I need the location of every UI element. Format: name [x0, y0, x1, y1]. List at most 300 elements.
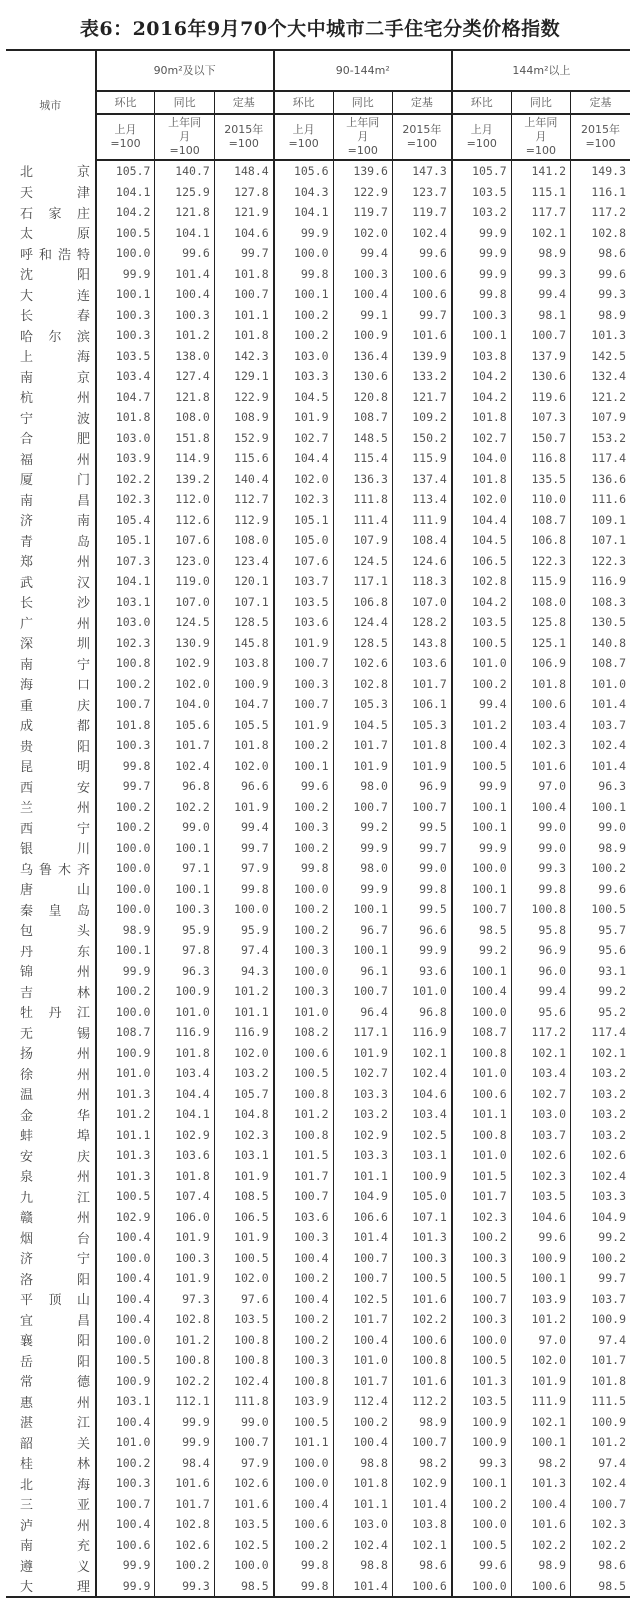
index-value: 127.4	[155, 366, 214, 387]
index-value: 104.7	[214, 694, 273, 715]
table-row	[6, 407, 630, 428]
index-value: 104.0	[452, 448, 511, 469]
index-value: 99.8	[511, 879, 570, 900]
index-value: 100.7	[214, 284, 273, 305]
city-name	[6, 366, 96, 387]
index-value: 105.6	[155, 715, 214, 736]
city-name	[6, 653, 96, 674]
city-name	[6, 1207, 96, 1228]
unit-cell	[571, 114, 630, 160]
index-value: 98.8	[333, 1555, 392, 1576]
group-header-medium: 90-144m²	[274, 50, 452, 91]
index-value: 99.8	[274, 1555, 333, 1576]
index-value: 104.6	[214, 223, 273, 244]
index-value: 99.9	[452, 838, 511, 859]
index-value: 103.0	[274, 346, 333, 367]
index-value: 100.5	[452, 756, 511, 777]
index-value: 100.4	[333, 1330, 392, 1351]
index-value: 100.5	[274, 1063, 333, 1084]
index-value: 97.9	[214, 858, 273, 879]
city-label: 吉 林	[20, 985, 90, 1001]
index-value: 100.3	[155, 899, 214, 920]
index-value: 100.2	[452, 674, 511, 695]
city-label: 重 庆	[20, 698, 90, 714]
index-value: 101.5	[452, 1166, 511, 1187]
index-value: 100.6	[274, 1043, 333, 1064]
index-value: 101.1	[333, 1494, 392, 1515]
city-name	[6, 530, 96, 551]
index-value: 100.3	[274, 940, 333, 961]
index-value: 122.9	[333, 182, 392, 203]
city-name	[6, 1330, 96, 1351]
index-value: 102.8	[452, 571, 511, 592]
index-value: 119.0	[155, 571, 214, 592]
index-value: 103.8	[214, 653, 273, 674]
index-value: 117.4	[571, 1022, 630, 1043]
index-value: 105.3	[392, 715, 451, 736]
table-row	[6, 756, 630, 777]
index-value: 129.1	[214, 366, 273, 387]
index-value: 100.3	[96, 325, 155, 346]
unit-cell	[333, 114, 392, 160]
index-value: 100.7	[333, 1248, 392, 1269]
index-value: 102.8	[155, 1514, 214, 1535]
city-label: 大 连	[20, 288, 90, 304]
city-label: 安 庆	[20, 1149, 90, 1165]
unit-cell	[214, 114, 273, 160]
index-value: 107.1	[571, 530, 630, 551]
city-label: 蚌 埠	[20, 1129, 90, 1145]
index-value: 101.9	[392, 756, 451, 777]
table-row	[6, 489, 630, 510]
index-value: 103.0	[96, 612, 155, 633]
unit-line: 月	[179, 130, 191, 143]
index-value: 96.7	[333, 920, 392, 941]
index-value: 107.9	[571, 407, 630, 428]
index-value: 100.3	[452, 1309, 511, 1330]
city-name	[6, 1063, 96, 1084]
index-value: 101.9	[214, 797, 273, 818]
index-value: 100.1	[333, 940, 392, 961]
index-value: 104.5	[274, 387, 333, 408]
index-value: 116.1	[571, 182, 630, 203]
index-value: 100.6	[392, 284, 451, 305]
index-value: 100.8	[155, 1350, 214, 1371]
index-value: 106.8	[333, 592, 392, 613]
city-label: 银 川	[20, 842, 90, 858]
index-value: 102.4	[571, 735, 630, 756]
index-value: 99.7	[214, 838, 273, 859]
index-value: 100.8	[214, 1350, 273, 1371]
city-label: 哈 尔 滨	[20, 329, 90, 345]
index-value: 105.0	[274, 530, 333, 551]
index-value: 101.0	[155, 1002, 214, 1023]
index-value: 107.1	[214, 592, 273, 613]
index-value: 151.8	[155, 428, 214, 449]
index-value: 99.9	[333, 879, 392, 900]
index-value: 100.5	[96, 1186, 155, 1207]
index-value: 102.7	[333, 1063, 392, 1084]
index-value: 101.8	[214, 264, 273, 285]
unit-line: 上年同	[168, 116, 202, 129]
city-name	[6, 325, 96, 346]
index-value: 100.3	[274, 1227, 333, 1248]
city-label: 武 汉	[20, 575, 90, 591]
index-value: 100.5	[452, 1535, 511, 1556]
city-name	[6, 797, 96, 818]
index-value: 102.3	[511, 1166, 570, 1187]
city-name	[6, 1227, 96, 1248]
table-row	[6, 879, 630, 900]
index-value: 102.8	[571, 223, 630, 244]
index-value: 99.9	[392, 940, 451, 961]
city-column-header: 城市	[6, 50, 96, 160]
index-value: 108.0	[511, 592, 570, 613]
index-value: 102.6	[155, 1535, 214, 1556]
unit-line: =100	[169, 144, 200, 157]
index-value: 100.2	[274, 1268, 333, 1289]
index-value: 116.9	[214, 1022, 273, 1043]
table-row	[6, 510, 630, 531]
index-value: 100.2	[452, 1494, 511, 1515]
index-value: 102.2	[392, 1309, 451, 1330]
index-value: 153.2	[571, 428, 630, 449]
city-label: 广 州	[20, 616, 90, 632]
index-value: 103.8	[392, 1514, 451, 1535]
city-name	[6, 551, 96, 572]
index-value: 104.9	[333, 1186, 392, 1207]
unit-line: 上年同	[524, 116, 558, 129]
city-name	[6, 1576, 96, 1598]
city-name	[6, 961, 96, 982]
index-value: 99.7	[571, 1268, 630, 1289]
index-value: 100.4	[96, 1412, 155, 1433]
index-value: 108.7	[571, 653, 630, 674]
city-name	[6, 920, 96, 941]
index-value: 100.7	[392, 1432, 451, 1453]
index-value: 103.7	[571, 715, 630, 736]
index-value: 96.6	[392, 920, 451, 941]
index-value: 130.5	[571, 612, 630, 633]
city-name	[6, 202, 96, 223]
city-name	[6, 387, 96, 408]
index-value: 103.0	[96, 428, 155, 449]
table-row	[6, 715, 630, 736]
city-label: 惠 州	[20, 1395, 90, 1411]
index-value: 115.6	[214, 448, 273, 469]
index-value: 100.0	[96, 838, 155, 859]
index-value: 100.1	[96, 284, 155, 305]
index-value: 101.9	[214, 1227, 273, 1248]
index-value: 100.3	[274, 1350, 333, 1371]
index-value: 136.3	[333, 469, 392, 490]
index-value: 108.0	[214, 530, 273, 551]
index-value: 121.2	[571, 387, 630, 408]
index-value: 98.6	[392, 1555, 451, 1576]
index-value: 95.9	[214, 920, 273, 941]
table-row	[6, 858, 630, 879]
city-name	[6, 612, 96, 633]
index-value: 100.6	[392, 1330, 451, 1351]
city-label: 三 亚	[20, 1498, 90, 1514]
index-value: 109.1	[571, 510, 630, 531]
index-value: 100.2	[96, 674, 155, 695]
index-value: 150.7	[511, 428, 570, 449]
unit-line: =100	[585, 137, 616, 150]
price-index-table	[6, 49, 630, 1598]
city-label: 牡 丹 江	[20, 1006, 90, 1022]
index-value: 102.4	[333, 1535, 392, 1556]
index-value: 102.7	[452, 428, 511, 449]
index-value: 116.8	[511, 448, 570, 469]
city-label: 扬 州	[20, 1047, 90, 1063]
city-label: 济 南	[20, 514, 90, 530]
table-row	[6, 264, 630, 285]
index-value: 103.5	[452, 182, 511, 203]
index-value: 100.2	[333, 1412, 392, 1433]
city-label: 杭 州	[20, 391, 90, 407]
table-row	[6, 1248, 630, 1269]
city-label: 泉 州	[20, 1170, 90, 1186]
index-value: 99.9	[452, 264, 511, 285]
index-value: 100.1	[452, 1473, 511, 1494]
index-value: 102.1	[392, 1535, 451, 1556]
index-value: 99.9	[155, 1432, 214, 1453]
index-value: 110.0	[511, 489, 570, 510]
index-value: 100.2	[274, 325, 333, 346]
table-row	[6, 530, 630, 551]
index-value: 104.1	[155, 1104, 214, 1125]
index-value: 103.9	[96, 448, 155, 469]
city-label: 长 沙	[20, 596, 90, 612]
city-name	[6, 1043, 96, 1064]
table-row	[6, 1453, 630, 1474]
index-value: 117.4	[571, 448, 630, 469]
index-value: 101.7	[274, 1166, 333, 1187]
index-value: 99.2	[571, 981, 630, 1002]
index-value: 100.6	[511, 1576, 570, 1598]
index-value: 99.9	[96, 1576, 155, 1598]
city-label: 洛 阳	[20, 1272, 90, 1288]
index-value: 99.4	[511, 981, 570, 1002]
index-value: 102.0	[333, 223, 392, 244]
index-value: 99.3	[571, 284, 630, 305]
index-value: 97.9	[214, 1453, 273, 1474]
index-value: 116.9	[392, 1022, 451, 1043]
index-value: 100.5	[452, 1350, 511, 1371]
index-value: 99.9	[452, 776, 511, 797]
index-value: 98.6	[571, 1555, 630, 1576]
index-value: 99.3	[155, 1576, 214, 1598]
index-value: 102.6	[214, 1473, 273, 1494]
table-row	[6, 1391, 630, 1412]
city-name	[6, 1022, 96, 1043]
index-value: 98.6	[571, 243, 630, 264]
table-row	[6, 1514, 630, 1535]
index-value: 104.2	[452, 366, 511, 387]
table-row	[6, 305, 630, 326]
index-value: 103.2	[333, 1104, 392, 1125]
index-value: 124.6	[392, 551, 451, 572]
index-value: 101.9	[274, 407, 333, 428]
unit-cell	[452, 114, 511, 160]
index-value: 103.4	[511, 715, 570, 736]
index-value: 109.2	[392, 407, 451, 428]
index-value: 137.9	[511, 346, 570, 367]
index-value: 101.3	[511, 1473, 570, 1494]
index-value: 100.6	[452, 1084, 511, 1105]
index-value: 105.5	[214, 715, 273, 736]
table-row	[6, 776, 630, 797]
city-name	[6, 940, 96, 961]
city-label: 北 京	[20, 165, 90, 181]
index-value: 105.7	[214, 1084, 273, 1105]
index-value: 101.3	[96, 1084, 155, 1105]
index-value: 102.2	[155, 1371, 214, 1392]
index-value: 103.5	[452, 1391, 511, 1412]
index-value: 103.4	[155, 1063, 214, 1084]
index-value: 98.1	[511, 305, 570, 326]
index-value: 102.2	[155, 797, 214, 818]
index-value: 97.3	[155, 1289, 214, 1310]
table-row	[6, 1535, 630, 1556]
index-value: 101.0	[96, 1063, 155, 1084]
city-name	[6, 735, 96, 756]
index-value: 102.1	[511, 1412, 570, 1433]
index-value: 99.9	[452, 243, 511, 264]
table-row	[6, 961, 630, 982]
city-label: 天 津	[20, 186, 90, 202]
index-value: 99.5	[392, 817, 451, 838]
index-value: 148.4	[214, 160, 273, 182]
index-value: 99.4	[452, 694, 511, 715]
index-value: 96.9	[392, 776, 451, 797]
index-value: 117.2	[571, 202, 630, 223]
index-value: 101.4	[155, 264, 214, 285]
table-row	[6, 1555, 630, 1576]
city-name	[6, 1412, 96, 1433]
index-value: 100.9	[333, 325, 392, 346]
index-value: 140.4	[214, 469, 273, 490]
index-value: 100.7	[452, 899, 511, 920]
index-value: 100.2	[452, 1227, 511, 1248]
index-value: 105.3	[333, 694, 392, 715]
index-value: 100.0	[452, 1514, 511, 1535]
index-value: 102.5	[333, 1289, 392, 1310]
index-value: 98.9	[571, 838, 630, 859]
index-value: 100.3	[274, 817, 333, 838]
index-value: 139.9	[392, 346, 451, 367]
table-row	[6, 899, 630, 920]
table-row	[6, 1576, 630, 1598]
index-value: 130.6	[333, 366, 392, 387]
index-value: 96.9	[511, 940, 570, 961]
index-value: 100.7	[452, 1289, 511, 1310]
index-value: 107.1	[392, 1207, 451, 1228]
index-value: 103.7	[511, 1125, 570, 1146]
city-name	[6, 1494, 96, 1515]
city-label: 郑 州	[20, 555, 90, 571]
index-value: 108.7	[452, 1022, 511, 1043]
index-value: 100.2	[96, 817, 155, 838]
index-value: 102.0	[452, 489, 511, 510]
index-value: 100.2	[571, 858, 630, 879]
index-value: 100.3	[96, 735, 155, 756]
index-value: 100.1	[452, 325, 511, 346]
index-value: 100.6	[511, 694, 570, 715]
city-name	[6, 1350, 96, 1371]
index-value: 100.1	[452, 817, 511, 838]
city-label: 海 口	[20, 678, 90, 694]
unit-line: 上年同	[346, 116, 380, 129]
city-label: 南 宁	[20, 657, 90, 673]
index-value: 140.8	[571, 633, 630, 654]
index-value: 98.2	[511, 1453, 570, 1474]
subheader-cell: 环比	[274, 91, 333, 114]
city-label: 金 华	[20, 1108, 90, 1124]
index-value: 100.2	[571, 1248, 630, 1269]
index-value: 100.2	[96, 981, 155, 1002]
index-value: 100.0	[214, 1555, 273, 1576]
index-value: 100.0	[452, 1002, 511, 1023]
index-value: 122.3	[511, 551, 570, 572]
index-value: 100.9	[96, 1371, 155, 1392]
index-value: 130.9	[155, 633, 214, 654]
index-value: 100.1	[511, 1432, 570, 1453]
index-value: 101.4	[571, 756, 630, 777]
city-label: 乌鲁木齐	[20, 862, 90, 878]
city-label: 宜 昌	[20, 1313, 90, 1329]
index-value: 101.1	[333, 1166, 392, 1187]
index-value: 99.8	[274, 1576, 333, 1598]
index-value: 103.9	[274, 1391, 333, 1412]
index-value: 123.0	[155, 551, 214, 572]
index-value: 150.2	[392, 428, 451, 449]
city-name	[6, 284, 96, 305]
unit-line: 上月	[470, 123, 493, 136]
city-label: 泸 州	[20, 1518, 90, 1534]
city-name	[6, 715, 96, 736]
index-value: 125.8	[511, 612, 570, 633]
index-value: 102.2	[96, 469, 155, 490]
unit-line: =100	[288, 137, 319, 150]
index-value: 101.0	[96, 1432, 155, 1453]
index-value: 99.6	[274, 776, 333, 797]
index-value: 102.0	[511, 1350, 570, 1371]
index-value: 100.1	[274, 756, 333, 777]
index-value: 100.3	[452, 1248, 511, 1269]
index-value: 139.2	[155, 469, 214, 490]
index-value: 101.9	[333, 1043, 392, 1064]
unit-cell	[155, 114, 214, 160]
subheader-cell: 环比	[452, 91, 511, 114]
table-row	[6, 797, 630, 818]
index-value: 103.5	[214, 1514, 273, 1535]
index-value: 111.9	[392, 510, 451, 531]
index-value: 119.6	[511, 387, 570, 408]
city-label: 贵 阳	[20, 739, 90, 755]
city-name	[6, 1391, 96, 1412]
index-value: 102.1	[511, 1043, 570, 1064]
index-value: 103.5	[511, 1186, 570, 1207]
index-value: 100.3	[452, 305, 511, 326]
table-row	[6, 1309, 630, 1330]
city-label: 烟 台	[20, 1231, 90, 1247]
group-header-large: 144m²以上	[452, 50, 630, 91]
table-body	[6, 160, 630, 1597]
city-label: 长 春	[20, 309, 90, 325]
subheader-cell: 环比	[96, 91, 155, 114]
